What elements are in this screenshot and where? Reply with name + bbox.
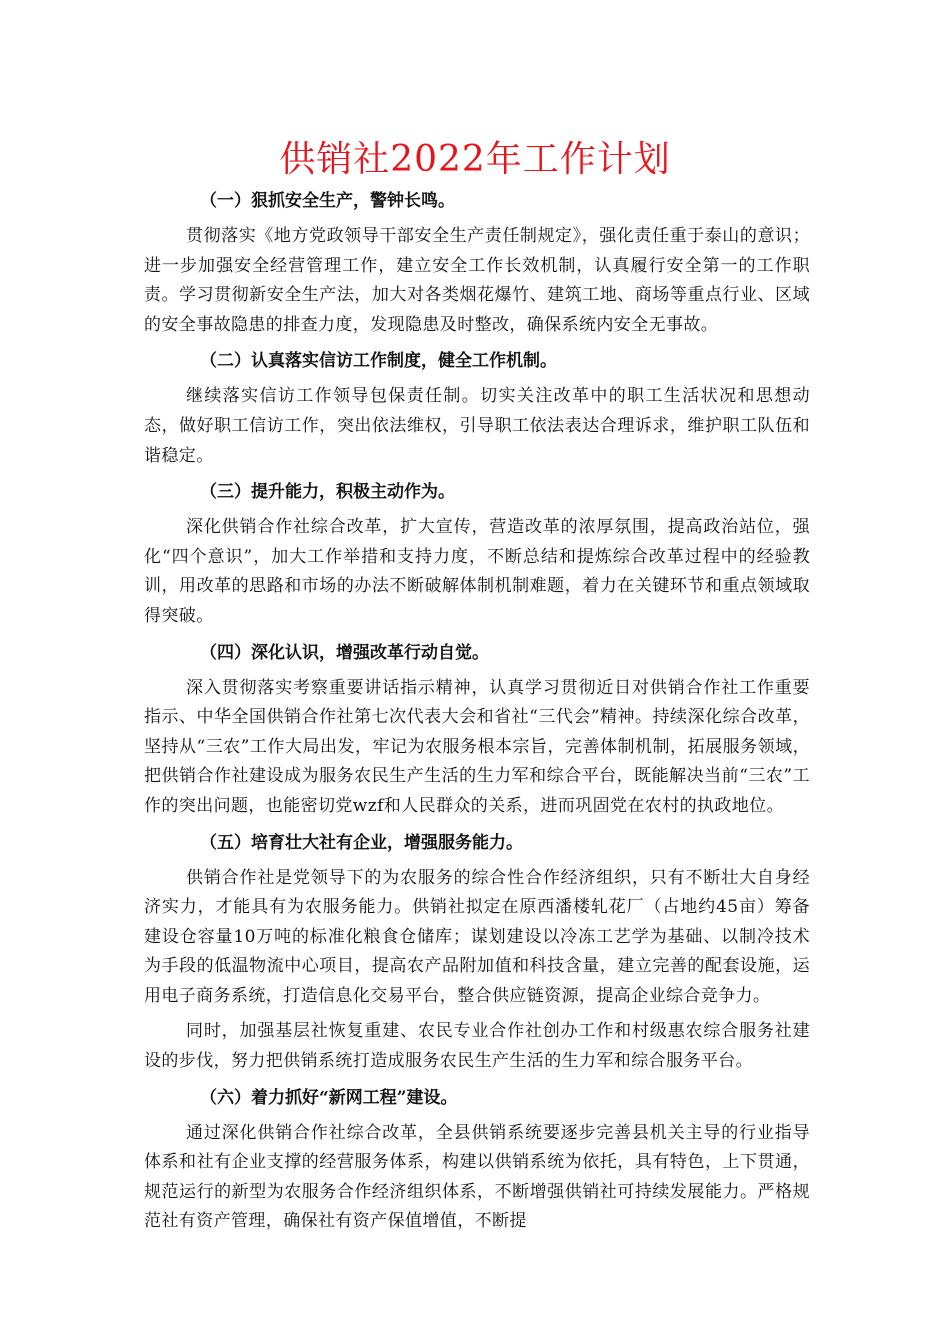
section-3-paragraph: 深化供销合作社综合改革，扩大宣传，营造改革的浓厚氛围，提高政治站位，强化“四个意识”，加大工作举措和支持力度，不断总结和提炼综合改革过程中的经验教训，用改革的思路和市场的办法不断破解体制机制难题，着力在关键环节和重点领域取得突破。 (144, 517, 810, 626)
section-5-paragraph-1: 供销合作社是党领导下的为农服务的综合性合作经济组织，只有不断壮大自身经济实力，才能具有为农服务能力。供销社拟定在原西潘楼轧花厂（占地约45亩）筹备建设仓容量10万吨的标准化粮食仓储库；谋划建设以冷冻工艺学为基础、以制冷技术为手段的低温物流中心项目，提高农产品附加值和科技含量，建立完善的配套设施，运用电子商务系统，打造信息化交易平台，整合供应链资源，提高企业综合竞争力。 (144, 867, 810, 1006)
section-6-heading: （六）着力抓好“新网工程”建设。 (200, 1087, 458, 1108)
section-1-heading: （一）狠抓安全生产，警钟长鸣。 (200, 191, 455, 211)
section-2-paragraph: 继续落实信访工作领导包保责任制。切实关注改革中的职工生活状况和思想动态，做好职工信访工作，突出依法维权，引导职工依法表达合理诉求，维护职工队伍和谐稳定。 (144, 386, 810, 466)
section-2-heading: （二）认真落实信访工作制度，健全工作机制。 (200, 351, 557, 372)
section-3-heading: （三）提升能力，积极主动作为。 (200, 482, 455, 503)
section-5-heading: （五）培育壮大社有企业，增强服务能力。 (200, 832, 523, 853)
section-4-paragraph: 深入贯彻落实考察重要讲话指示精神，认真学习贯彻近日对供销合作社工作重要指示、中华全国供销合作社第七次代表大会和省社“三代会”精神。持续深化综合改革，坚持从“三农”工作大局出发，牢记为农服务根本宗旨，完善体制机制，拓展服务领域，把供销合作社建设成为服务农民生产生活的生力军和综合平台，既能解决当前“三农”工作的突出问题，也能密切党wzf和人民群众的关系，进而巩固党在农村的执政地位。 (144, 677, 810, 816)
section-6-paragraph: 通过深化供销合作社综合改革，全县供销系统要逐步完善县机关主导的行业指导体系和社有企业支撑的经营服务体系，构建以供销系统为依托，具有特色，上下贯通，规范运行的新型为农服务合作经济组织体系，不断增强供销社可持续发展能力。严格规范社有资产管理，确保社有资产保值增值，不断提 (144, 1122, 810, 1232)
section-5-paragraph-2: 同时，加强基层社恢复重建、农民专业合作社创办工作和村级惠农综合服务社建设的步伐，努力把供销系统打造成服务农民生产生活的生力军和综合服务平台。 (144, 1021, 810, 1072)
document-title: 供销社2022年工作计划 (279, 139, 671, 180)
section-4-heading: （四）深化认识，增强改革行动自觉。 (200, 642, 489, 663)
document-body (144, 186, 810, 1237)
section-1-paragraph: 贯彻落实《地方党政领导干部安全生产责任制规定》，强化责任重于泰山的意识；进一步加强安全经营管理工作，建立安全工作长效机制，认真履行安全第一的工作职责。学习贯彻新安全生产法，加大对各类烟花爆竹、建筑工地、商场等重点行业、区域的安全事故隐患的排查力度，发现隐患及时整改，确保系统内安全无事故。 (144, 226, 810, 335)
